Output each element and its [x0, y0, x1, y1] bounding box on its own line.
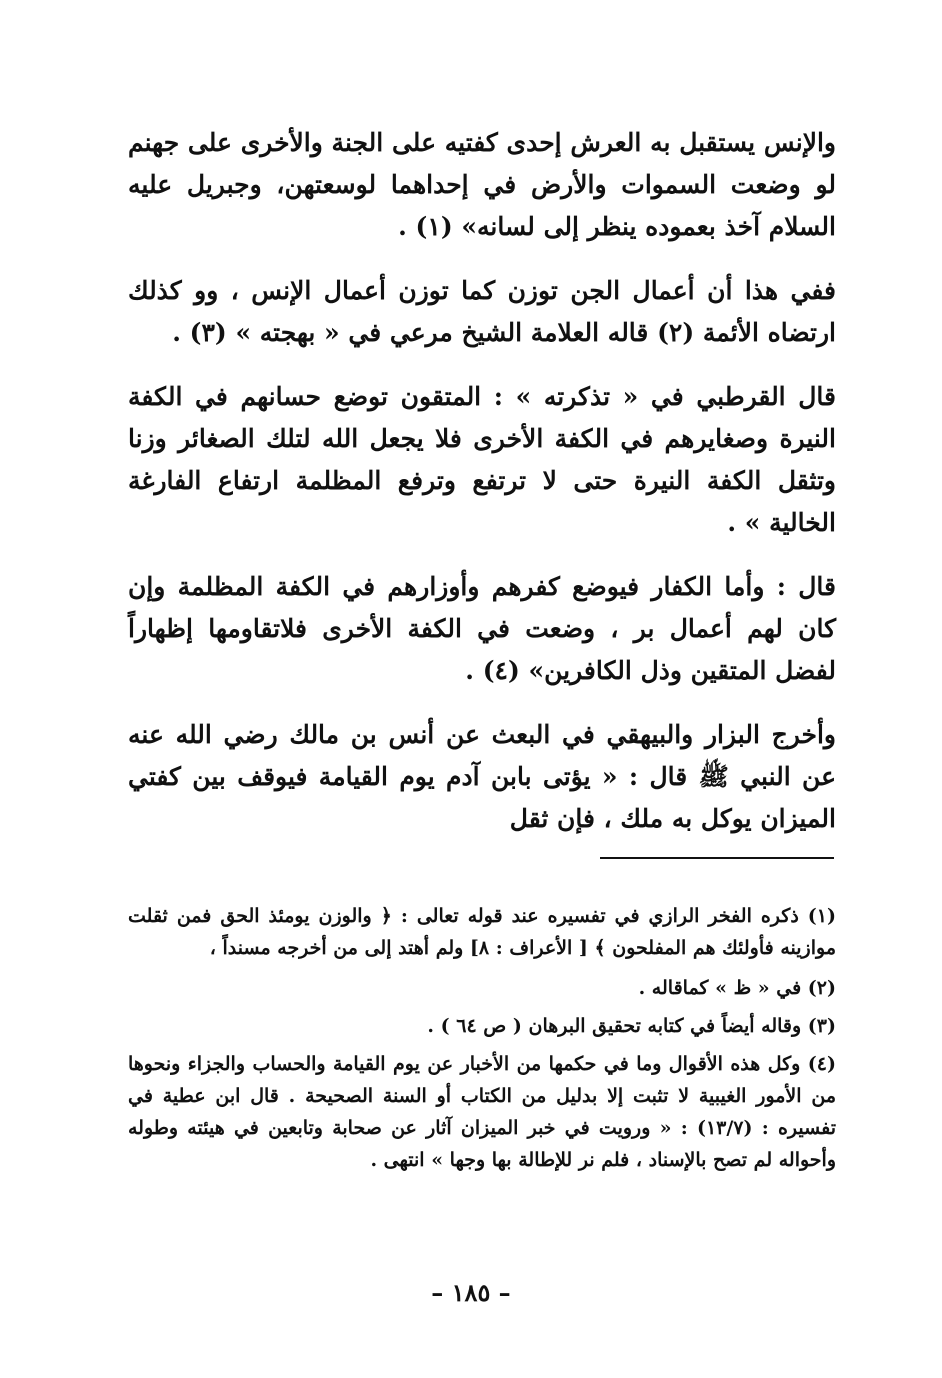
paragraph: ففي هذا أن أعمال الجن توزن كما توزن أعمال الإنس ، وو كذلك ارتضاه الأئمة (٢) قاله العلامة الشيخ مرعي في « بهجته » (٣) .	[128, 276, 836, 347]
footnote: (٣) وقاله أيضاً في كتابه تحقيق البرهان ( ص ٦٤ ) .	[427, 1015, 836, 1037]
footnote-separator	[600, 857, 834, 859]
paragraph: والإنس يستقبل به العرش إحدى كفتيه على الجنة والأخرى على جهنم لو وضعت السموات والأرض في إحداهما لوسعتهن، وجبريل عليه السلام آخذ بعموده ينظر إلى لسانه» (١) .	[128, 128, 836, 241]
footnotes	[128, 900, 836, 1182]
paragraph: وأخرج البزار والبيهقي في البعث عن أنس بن مالك رضي الله عنه عن النبي ﷺ قال : « يؤتى بابن آدم يوم القيامة فيوقف بين كفتي الميزان يوكل به ملك ، فإن ثقل	[128, 720, 836, 833]
paragraph: قال : وأما الكفار فيوضع كفرهم وأوزارهم في الكفة المظلمة وإن كان لهم أعمال بر ، وضعت في الكفة الأخرى فلاتقاومها إظهاراً لفضل المتقين وذل الكافرين» (٤) .	[128, 572, 836, 685]
page-number: – ١٨٥ –	[431, 1278, 511, 1307]
footnote: (٢) في « ظ » كماقاله .	[638, 977, 836, 999]
footnote: (٤) وكل هذه الأقوال وما في حكمها من الأخبار عن يوم القيامة والحساب والجزاء ونحوها من الأمور الغيبية لا تثبت إلا بدليل من الكتاب أو السنة الصحيحة . قال ابن عطية في تفسيره : (١٣/٧) : « ورويت في خبر الميزان آثار عن صحابة وتابعين في هيئته وطوله وأحواله لم تصح بالإسناد ، فلم نر للإطالة بها وجها » انتهى .	[128, 1053, 836, 1171]
footnote: (١) ذكره الفخر الرازي في تفسيره عند قوله تعالى : ﴿ والوزن يومئذ الحق فمن ثقلت موازينه فأولئك هم المفلحون ﴾ [ الأعراف : ٨] ولم أهتد إلى من أخرجه مسنداً ،	[128, 905, 836, 959]
paragraph: قال القرطبي في « تذكرته » : المتقون توضع حسانهم في الكفة النيرة وصغايرهم في الكفة الأخرى فلا يجعل الله لتلك الصغائر وزنا وتثقل الكفة النيرة حتى لا ترتفع وترفع المظلمة ارتفاع الفارغة الخالية » .	[128, 382, 836, 537]
main-text	[128, 122, 836, 840]
